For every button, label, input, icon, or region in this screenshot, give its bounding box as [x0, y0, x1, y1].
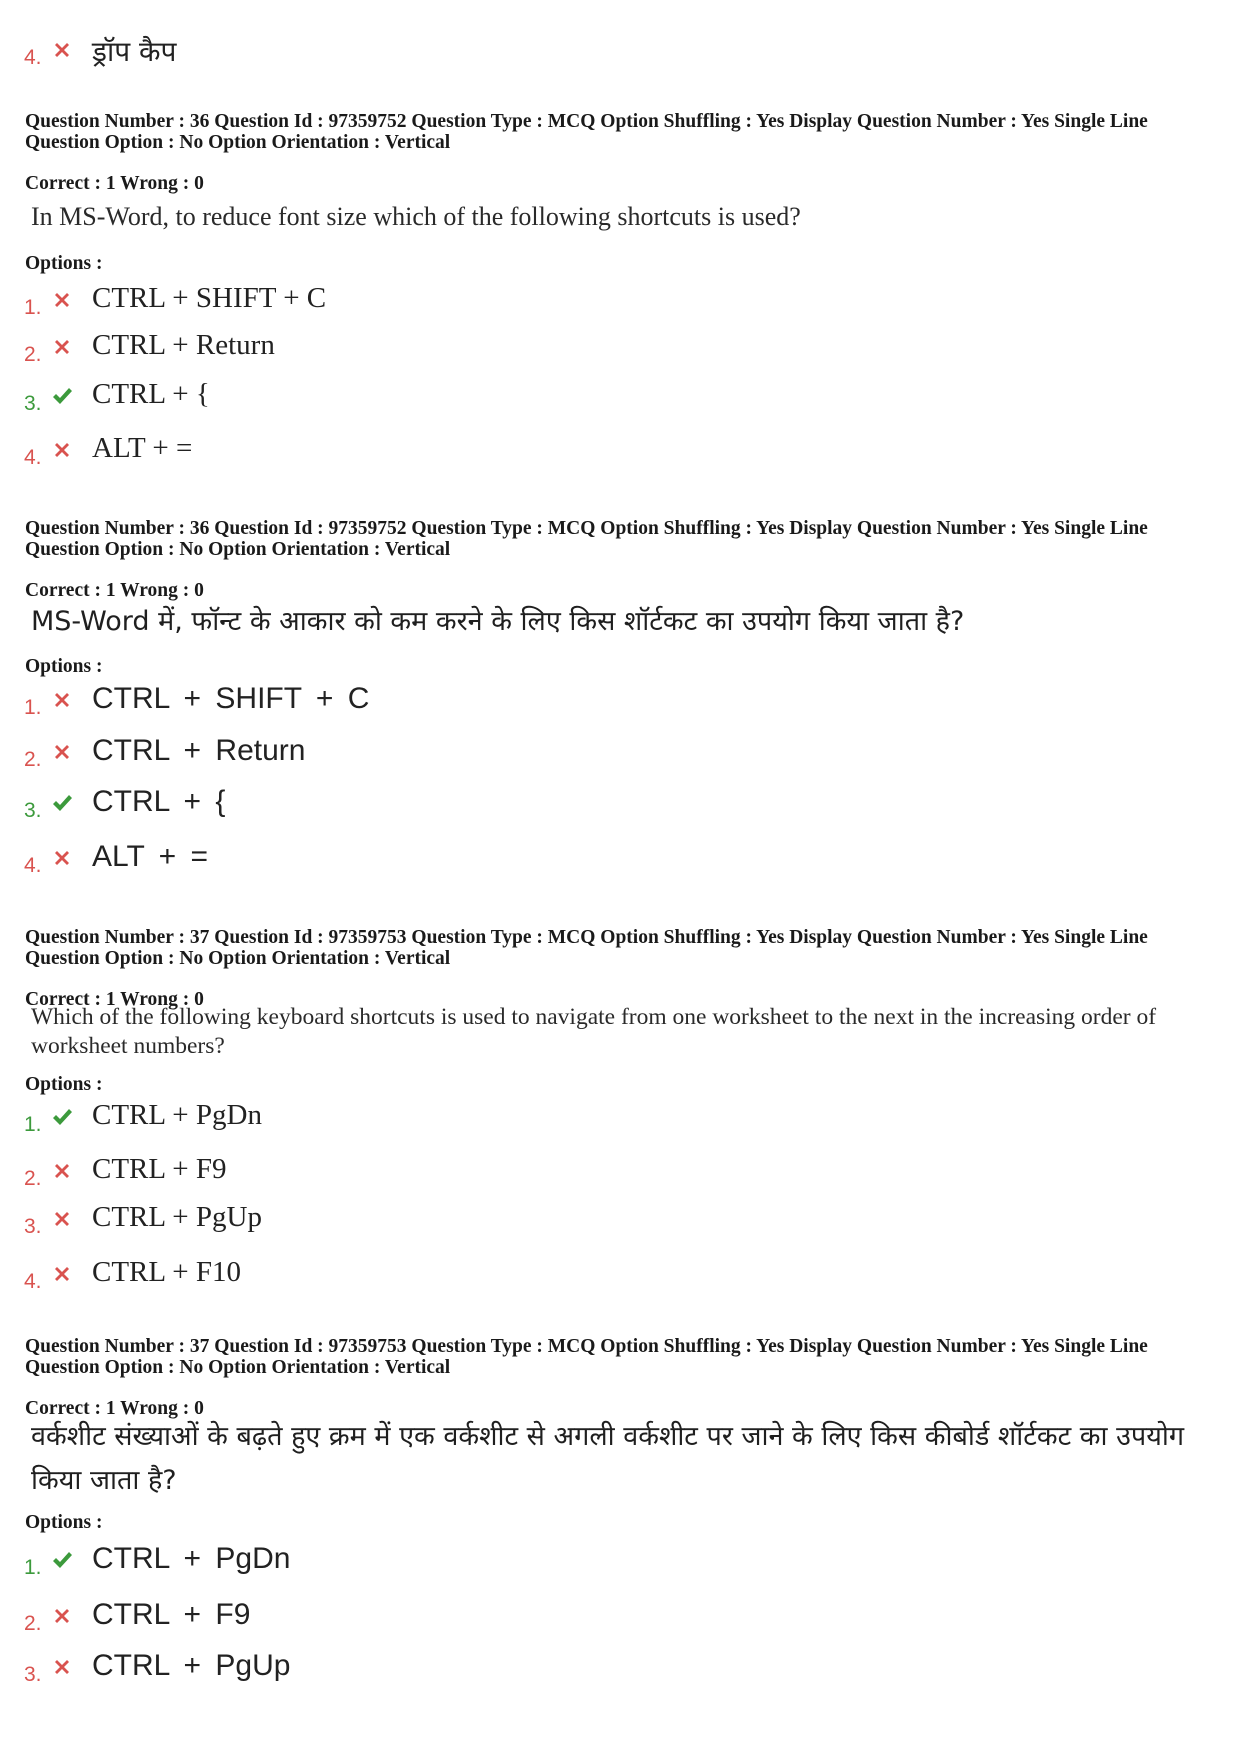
checkmark-icon	[50, 1105, 74, 1129]
options-label: Options :	[25, 253, 103, 274]
option-text: CTRL + F10	[92, 1256, 242, 1288]
cross-icon	[50, 438, 74, 462]
option-number: 2.	[24, 748, 42, 771]
option-number: 4.	[24, 46, 42, 69]
option-text: CTRL + SHIFT + C	[92, 282, 327, 314]
cross-icon	[50, 1159, 74, 1183]
option-number: 2.	[24, 343, 42, 366]
option-number: 3.	[24, 1215, 42, 1238]
option-text: CTRL + PgUp	[92, 1201, 262, 1233]
cross-icon	[50, 288, 74, 312]
cross-icon	[50, 1262, 74, 1286]
option-text: CTRL + {	[92, 378, 210, 410]
question-text: MS-Word में, फॉन्ट के आकार को कम करने के लिए किस शॉर्टकट का उपयोग किया जाता है?	[31, 606, 965, 637]
option-number: 4.	[24, 1270, 42, 1293]
checkmark-icon	[50, 1548, 74, 1572]
options-label: Options :	[25, 1512, 103, 1533]
option-text: CTRL + Return	[92, 734, 306, 767]
option-number: 3.	[24, 1663, 42, 1686]
cross-icon	[50, 1604, 74, 1628]
question-meta: Question Number : 37 Question Id : 97359753 Question Type : MCQ Option Shuffling : Yes Display Question Number : Yes Single Line Question Option : No Option Orientation : Vertical	[25, 1336, 1148, 1378]
option-text: ALT + =	[92, 432, 193, 464]
cross-icon	[50, 688, 74, 712]
options-label: Options :	[25, 656, 103, 677]
question-meta: Question Number : 37 Question Id : 97359753 Question Type : MCQ Option Shuffling : Yes Display Question Number : Yes Single Line Question Option : No Option Orientation : Vertical	[25, 927, 1148, 969]
options-label: Options :	[25, 1074, 103, 1095]
option-text: CTRL + F9	[92, 1598, 251, 1631]
question-meta: Question Number : 36 Question Id : 97359752 Question Type : MCQ Option Shuffling : Yes Display Question Number : Yes Single Line Question Option : No Option Orientation : Vertical	[25, 111, 1148, 153]
checkmark-icon	[50, 384, 74, 408]
option-text: ALT + =	[92, 840, 208, 873]
cross-icon	[50, 38, 74, 62]
cross-icon	[50, 846, 74, 870]
cross-icon	[50, 740, 74, 764]
option-number: 1.	[24, 1113, 42, 1136]
option-number: 2.	[24, 1167, 42, 1190]
option-text: CTRL + SHIFT + C	[92, 682, 370, 715]
correct-wrong: Correct : 1 Wrong : 0	[25, 1398, 204, 1419]
option-number: 2.	[24, 1612, 42, 1635]
option-text: CTRL + PgDn	[92, 1542, 291, 1575]
checkmark-icon	[50, 791, 74, 815]
option-text: CTRL + PgDn	[92, 1099, 262, 1131]
correct-wrong: Correct : 1 Wrong : 0	[25, 580, 204, 601]
option-number: 1.	[24, 1556, 42, 1579]
correct-wrong: Correct : 1 Wrong : 0	[25, 173, 204, 194]
option-text: CTRL + PgUp	[92, 1649, 291, 1682]
option-number: 4.	[24, 854, 42, 877]
option-text: ड्रॉप कैप	[92, 35, 177, 68]
option-number: 4.	[24, 446, 42, 469]
correct-wrong: Correct : 1 Wrong : 0	[25, 989, 204, 1010]
cross-icon	[50, 1207, 74, 1231]
question-meta: Question Number : 36 Question Id : 97359752 Question Type : MCQ Option Shuffling : Yes Display Question Number : Yes Single Line Question Option : No Option Orientation : Vertical	[25, 518, 1148, 560]
cross-icon	[50, 1655, 74, 1679]
question-text: Which of the following keyboard shortcuts is used to navigate from one worksheet to the next in the increasing order of worksheet numbers?	[31, 1004, 1157, 1059]
question-text: In MS-Word, to reduce font size which of the following shortcuts is used?	[31, 202, 801, 231]
option-number: 3.	[24, 392, 42, 415]
cross-icon	[50, 335, 74, 359]
option-number: 1.	[24, 696, 42, 719]
option-number: 1.	[24, 296, 42, 319]
option-text: CTRL + F9	[92, 1153, 227, 1185]
option-text: CTRL + Return	[92, 329, 275, 361]
option-text: CTRL + {	[92, 785, 226, 818]
option-number: 3.	[24, 799, 42, 822]
question-text: वर्कशीट संख्याओं के बढ़ते हुए क्रम में एक वर्कशीट से अगली वर्कशीट पर जाने के लिए किस कीबोर्ड शॉर्टकट का उपयोग किया जाता है?	[31, 1421, 1185, 1496]
